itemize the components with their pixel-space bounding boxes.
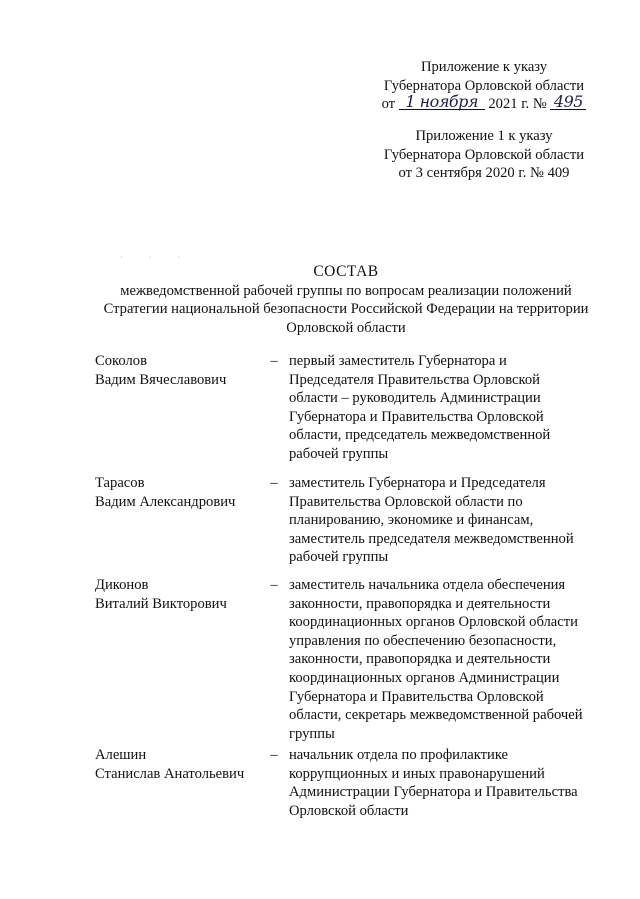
role-line: группы xyxy=(289,725,335,742)
role-line: координационных органов Орловской области xyxy=(289,614,578,631)
member-name xyxy=(95,474,270,511)
role-line: Правительства Орловской области по xyxy=(289,493,523,510)
title-line-3: Орловской области xyxy=(286,319,406,336)
member-dash: – xyxy=(270,577,278,593)
member-dash: – xyxy=(270,353,278,369)
handwritten-number: 495 xyxy=(550,94,586,110)
appendix-current xyxy=(368,58,600,114)
member-surname: Алешин xyxy=(95,747,147,763)
role-line: начальник отдела по профилактике xyxy=(289,747,509,763)
member-role xyxy=(289,746,605,820)
member-role xyxy=(289,474,605,567)
appendix-previous-line2: Губернатора Орловской области xyxy=(383,146,585,163)
title-line-1: межведомственной рабочей группы по вопросам реализации положений xyxy=(120,282,572,299)
role-line: координационных органов Администрации xyxy=(289,669,560,686)
appendix-current-number-line xyxy=(368,92,600,114)
member-given-names: Вадим Вячеславович xyxy=(95,371,227,388)
role-line: управления по обеспечению безопасности, xyxy=(289,632,557,649)
member-surname: Диконов xyxy=(95,577,149,593)
role-line: заместитель председателя межведомственной xyxy=(289,530,574,547)
title-main: СОСТАВ xyxy=(313,263,379,280)
member-role xyxy=(289,352,605,464)
role-line: области – руководитель Администрации xyxy=(289,390,541,407)
role-line: законности, правопорядка и деятельности xyxy=(289,595,551,612)
role-line: области, секретарь межведомственной рабочей xyxy=(289,707,583,724)
role-line: области, председатель межведомственной xyxy=(289,427,551,444)
role-line: планированию, экономике и финансам, xyxy=(289,512,534,529)
member-dash: – xyxy=(270,747,278,763)
appendix-previous-line3: от 3 сентября 2020 г. № 409 xyxy=(398,165,570,182)
appendix-current-line2: Губернатора Орловской области xyxy=(383,77,585,94)
member-surname: Тарасов xyxy=(95,475,145,491)
role-line: заместитель начальника отдела обеспечения xyxy=(289,577,566,593)
document-title xyxy=(90,263,602,337)
role-line: заместитель Губернатора и Председателя xyxy=(289,475,546,491)
member-role xyxy=(289,576,605,743)
role-line: законности, правопорядка и деятельности xyxy=(289,651,551,668)
role-line: рабочей группы xyxy=(289,445,389,462)
member-name xyxy=(95,576,270,613)
role-line: первый заместитель Губернатора и xyxy=(289,353,507,369)
role-line: рабочей группы xyxy=(289,549,389,566)
handwritten-date: 1 ноября xyxy=(399,94,485,110)
member-name xyxy=(95,352,270,389)
appendix-current-prefix: от xyxy=(381,96,396,113)
member-name xyxy=(95,746,270,783)
role-line: Председателя Правительства Орловской xyxy=(289,371,540,388)
role-line: коррупционных и иных правонарушений xyxy=(289,765,545,782)
member-given-names: Станислав Анатольевич xyxy=(95,765,245,782)
role-line: Орловской области xyxy=(289,802,409,819)
appendix-previous xyxy=(368,127,600,183)
appendix-previous-line1: Приложение 1 к указу xyxy=(415,128,553,144)
member-dash: – xyxy=(270,475,278,491)
member-surname: Соколов xyxy=(95,353,147,369)
appendix-current-line1: Приложение к указу xyxy=(420,59,548,75)
role-line: Администрации Губернатора и Правительства xyxy=(289,784,578,801)
role-line: Губернатора и Правительства Орловской xyxy=(289,688,544,705)
scan-specks: · · · xyxy=(120,253,192,262)
appendix-current-year: 2021 г. № xyxy=(488,96,547,113)
role-line: Губернатора и Правительства Орловской xyxy=(289,408,544,425)
title-line-2: Стратегии национальной безопасности Российской Федерации на территории xyxy=(103,301,589,318)
member-given-names: Виталий Викторович xyxy=(95,595,227,612)
member-given-names: Вадим Александрович xyxy=(95,493,236,510)
